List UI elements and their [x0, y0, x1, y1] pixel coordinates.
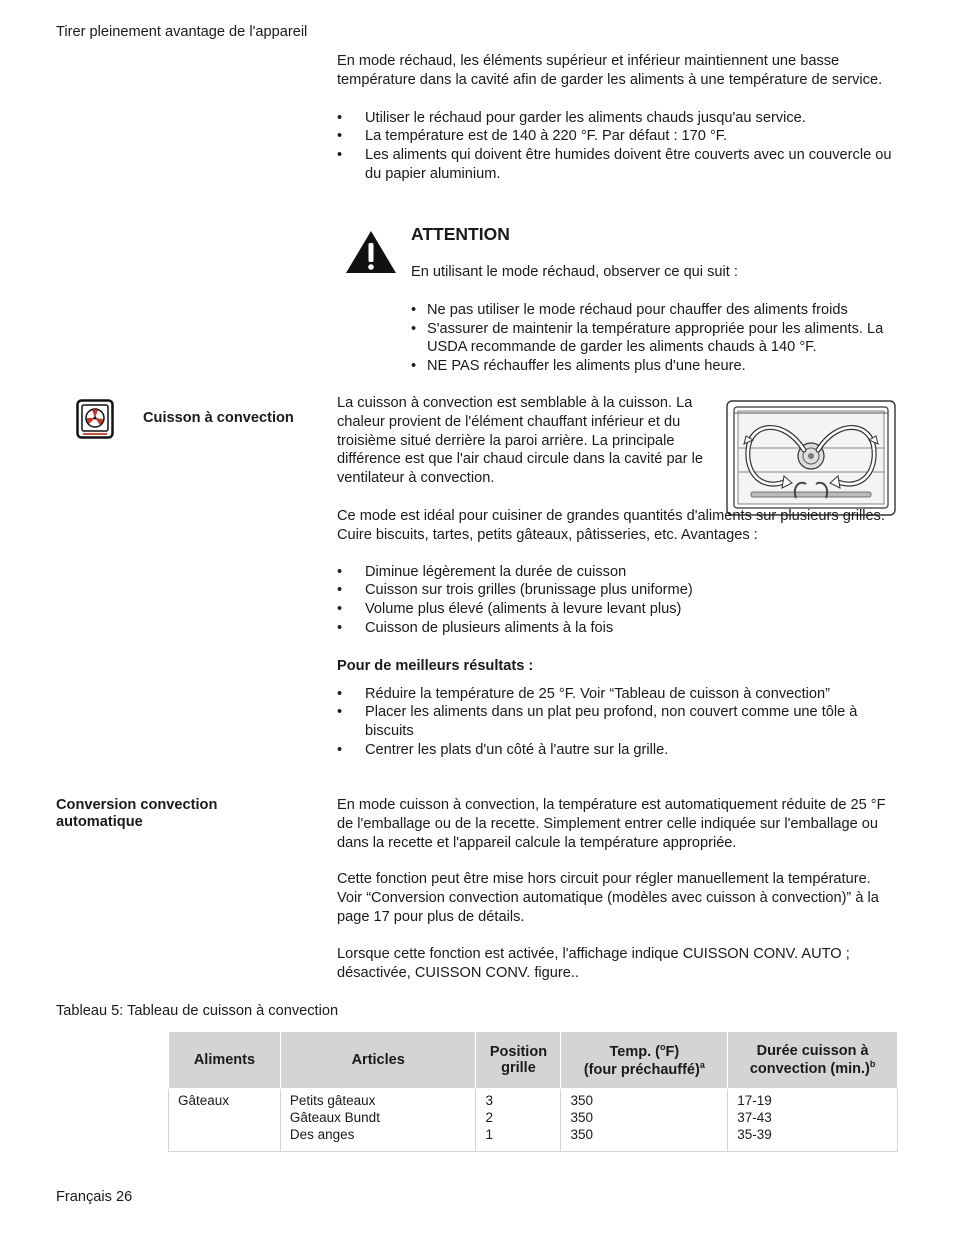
list-item: • Volume plus élevé (aliments à levure levant plus)	[337, 600, 897, 619]
warm-intro: En mode réchaud, les éléments supérieur et inférieur maintiennent une basse température dans la cavité afin de garder les aliments à une température de service.	[337, 53, 883, 88]
convection-section	[337, 507, 897, 760]
cell-positions: 3 2 1	[476, 1089, 561, 1152]
auto-conversion-section	[337, 796, 897, 982]
header-duree: Durée cuisson à convection $(\min.)^b$	[728, 1032, 898, 1089]
list-item: • Réduire la température de 25 °F. Voir “Tableau de cuisson à convection”	[337, 685, 897, 704]
list-item: • Ne pas utiliser le mode réchaud pour chauffer des aliments froids	[411, 301, 897, 320]
table-header-row	[169, 1032, 898, 1089]
table-row	[169, 1089, 898, 1152]
cell-durees: 17-19 37-43 35-39	[728, 1089, 898, 1152]
cell-temps: 350 350 350	[561, 1089, 728, 1152]
convection-advantages	[337, 563, 897, 638]
page-footer: Français 26	[56, 1189, 133, 1205]
convection-para1: La cuisson à convection est semblable à la cuisson. La chaleur provient de l'élément chauffant inférieur et du troisième situé derrière la paroi arrière. La principale différence est que l'air chaud circule dans la cavité par le ventilateur à convection.	[337, 395, 703, 487]
header-temp: Temp. ($^o$F) (four préchauffé)$^a$	[561, 1032, 728, 1089]
cell-articles: Petits gâteaux Gâteaux Bundt Des anges	[280, 1089, 476, 1152]
header-position: Position grille	[476, 1032, 561, 1089]
list-item: • NE PAS réchauffer les aliments plus d'une heure.	[411, 357, 897, 376]
convection-label: Cuisson à convection	[143, 410, 294, 426]
attention-intro: En utilisant le mode réchaud, observer ce qui suit :	[411, 264, 738, 280]
table-caption: Tableau 5: Tableau de cuisson à convection	[56, 1003, 339, 1019]
best-results-list	[337, 685, 897, 760]
auto-conversion-label: Conversion convection automatique	[56, 797, 218, 830]
oven-convection-diagram	[726, 400, 896, 516]
best-results-title: Pour de meilleurs résultats :	[337, 657, 534, 674]
list-item: • Cuisson sur trois grilles (brunissage plus uniforme)	[337, 581, 897, 600]
list-item: • Placer les aliments dans un plat peu profond, non couvert comme une tôle à biscuits	[337, 703, 897, 741]
header-articles: Articles	[280, 1032, 476, 1089]
list-item: • Les aliments qui doivent être humides doivent être couverts avec un couvercle ou du papier aluminium.	[337, 146, 897, 184]
list-item: • Diminue légèrement la durée de cuisson	[337, 563, 897, 582]
list-item: • Utiliser le réchaud pour garder les aliments chauds jusqu'au service.	[337, 109, 897, 128]
auto-conversion-para1: En mode cuisson à convection, la température est automatiquement réduite de 25 °F de l'emballage ou de la recette. Simplement entrer celle indiquée sur l'emballage ou dans la recette et l'appareil calcule la température appropriée.	[337, 797, 886, 851]
attention-body	[411, 263, 897, 376]
attention-title: ATTENTION	[411, 224, 510, 244]
warning-triangle-icon	[344, 229, 398, 275]
convection-table	[168, 1031, 898, 1152]
convection-fan-icon	[76, 399, 114, 439]
header-aliments: Aliments	[169, 1032, 281, 1089]
auto-conversion-para3: Lorsque cette fonction est activée, l'affichage indique CUISSON CONV. AUTO ; désactivée, CUISSON CONV. figure..	[337, 945, 850, 981]
cell-aliment: Gâteaux	[169, 1089, 281, 1152]
warm-section	[337, 52, 897, 184]
auto-conversion-para2: Cette fonction peut être mise hors circuit pour régler manuellement la température. Voir “Conversion convection automatique (modèles avec cuisson à convection)” à la page 17 pour plus de détails.	[337, 871, 879, 925]
attention-bullets	[411, 301, 897, 376]
list-item: • Centrer les plats d'un côté à l'autre sur la grille.	[337, 741, 897, 760]
list-item: • S'assurer de maintenir la température appropriée pour les aliments. La USDA recommande de garder les aliments chauds à 140 °F.	[411, 320, 897, 358]
convection-para2: Ce mode est idéal pour cuisiner de grandes quantités d'aliments sur plusieurs grilles. Cuire biscuits, tartes, petits gâteaux, pâtisseries, etc. Avantages :	[337, 508, 885, 543]
warm-bullets	[337, 109, 897, 184]
page-header: Tirer pleinement avantage de l'appareil	[56, 24, 308, 40]
list-item: • Cuisson de plusieurs aliments à la fois	[337, 619, 897, 638]
list-item: • La température est de 140 à 220 °F. Par défaut : 170 °F.	[337, 127, 897, 146]
